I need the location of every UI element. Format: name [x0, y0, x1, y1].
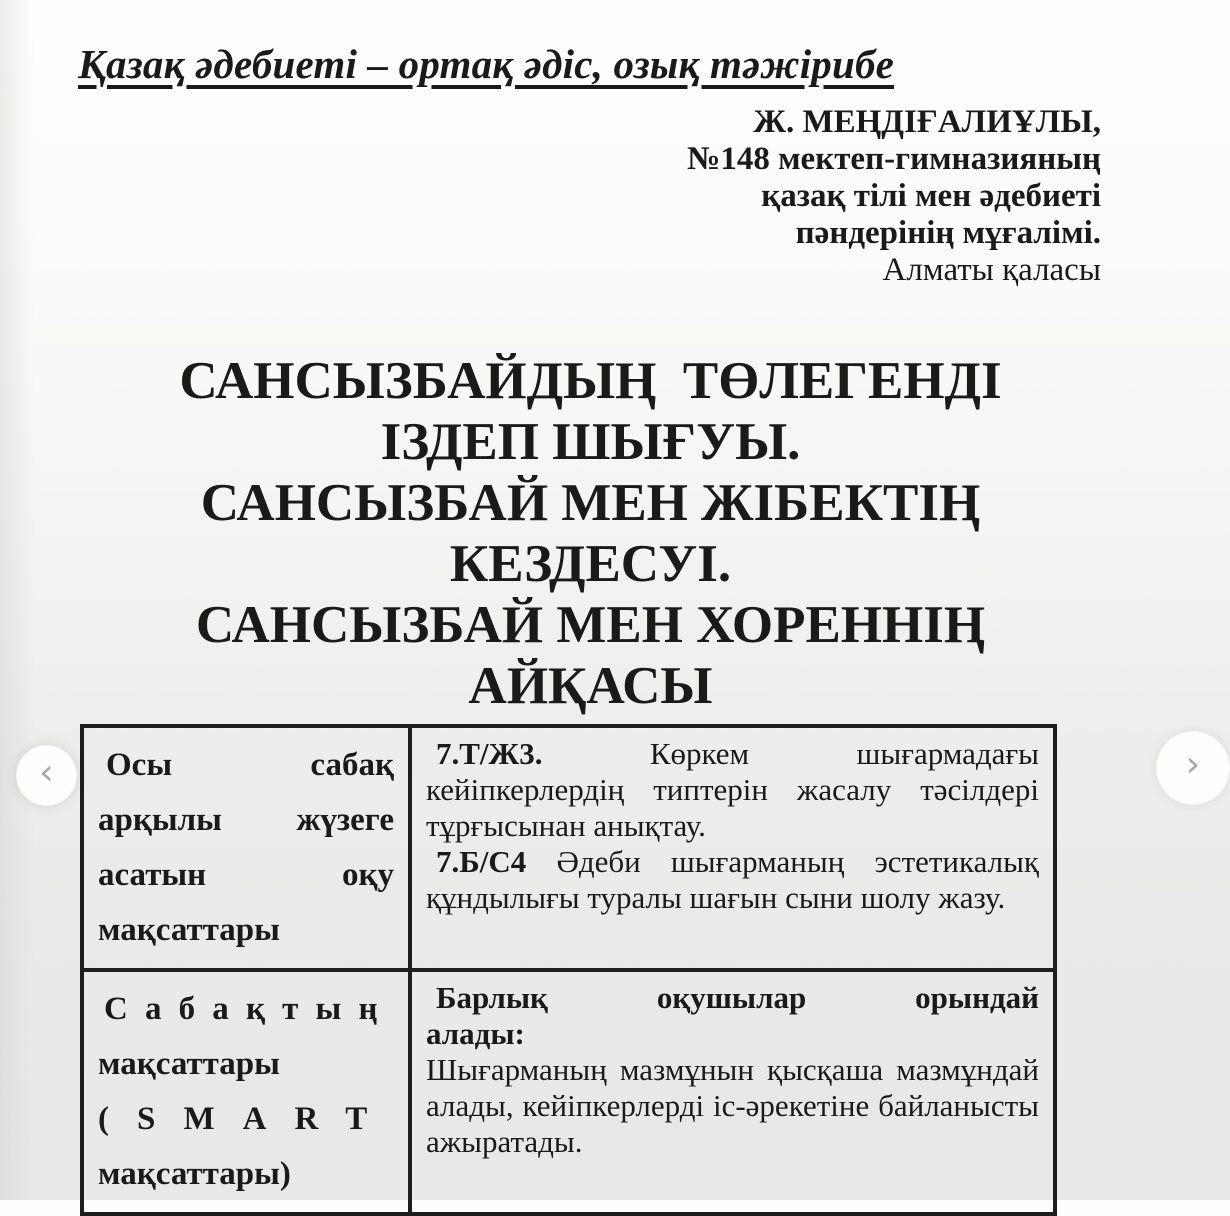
cell-lesson-goals-label — [84, 968, 412, 1212]
lesson-title-line: САНСЫЗБАЙ МЕН ЖІБЕКТІҢ — [200, 474, 981, 532]
author-school: №148 мектеп-гимназияның — [687, 141, 1101, 177]
objective-item — [426, 736, 1039, 844]
carousel-prev-button[interactable] — [16, 745, 77, 806]
author-city: Алматы қаласы — [882, 252, 1101, 288]
chevron-right-icon: › — [1185, 744, 1201, 785]
lesson-title-line: САНСЫЗБАЙДЫҢ ТӨЛЕГЕНДІ — [179, 352, 1002, 410]
objective-code: 7.Т/Ж3. — [436, 736, 543, 771]
goal-body-text: Шығарманың мазмұнын қысқаша мазмұндай алады, кейіпкерлерді іс-әрекетіне байланысты ажыратады. — [426, 1052, 1039, 1159]
objective-item — [426, 844, 1039, 916]
label-line: асатын оқу — [98, 857, 394, 893]
label-line: арқылы жүзеге — [98, 802, 394, 838]
lesson-title — [0, 351, 1181, 717]
goal-heading-line: алады: — [426, 1016, 525, 1051]
carousel-next-button[interactable] — [1156, 731, 1230, 805]
label-line: Осы сабақ — [106, 747, 394, 783]
label-line: Сабақтың — [104, 991, 395, 1027]
objective-code: 7.Б/С4 — [436, 844, 527, 879]
cell-lesson-goals-content — [412, 968, 1053, 1212]
lesson-title-line: КЕЗДЕСУІ. — [449, 535, 732, 593]
author-role: пәндерінің мұғалімі. — [795, 215, 1101, 251]
author-name: Ж. МЕҢДІҒАЛИҰЛЫ, — [753, 104, 1101, 140]
label-line: мақсаттары — [98, 1046, 280, 1082]
lesson-plan-table — [80, 724, 1057, 1216]
document-header-title: Қазақ әдебиеті – ортақ әдіс, озық тәжірибе — [78, 41, 895, 87]
lesson-title-line: ІЗДЕП ШЫҒУЫ. — [380, 413, 801, 471]
lesson-title-line: АЙҚАСЫ — [468, 657, 713, 715]
label-line: (SMART — [98, 1101, 396, 1137]
author-subject: қазақ тілі мен әдебиеті — [761, 178, 1101, 214]
author-block — [687, 104, 1101, 289]
objective-text: Көркем шығармадағы кейіпкерлердің типтерін жасалу тәсілдері тұрғысынан анықтау. — [426, 736, 1039, 843]
goal-heading-line: Барлық оқушылар орындай — [436, 980, 1039, 1015]
objective-text: Әдеби шығарманың эстетикалық құндылығы туралы шағын сыни шолу жазу. — [426, 844, 1039, 915]
chevron-left-icon: ‹ — [39, 751, 54, 793]
cell-learning-objectives-content — [412, 728, 1053, 968]
lesson-title-line: САНСЫЗБАЙ МЕН ХОРЕННІҢ — [195, 596, 986, 654]
label-line: мақсаттары) — [98, 1156, 291, 1192]
label-line: мақсаттары — [98, 912, 280, 948]
cell-learning-objectives-label — [84, 728, 412, 968]
